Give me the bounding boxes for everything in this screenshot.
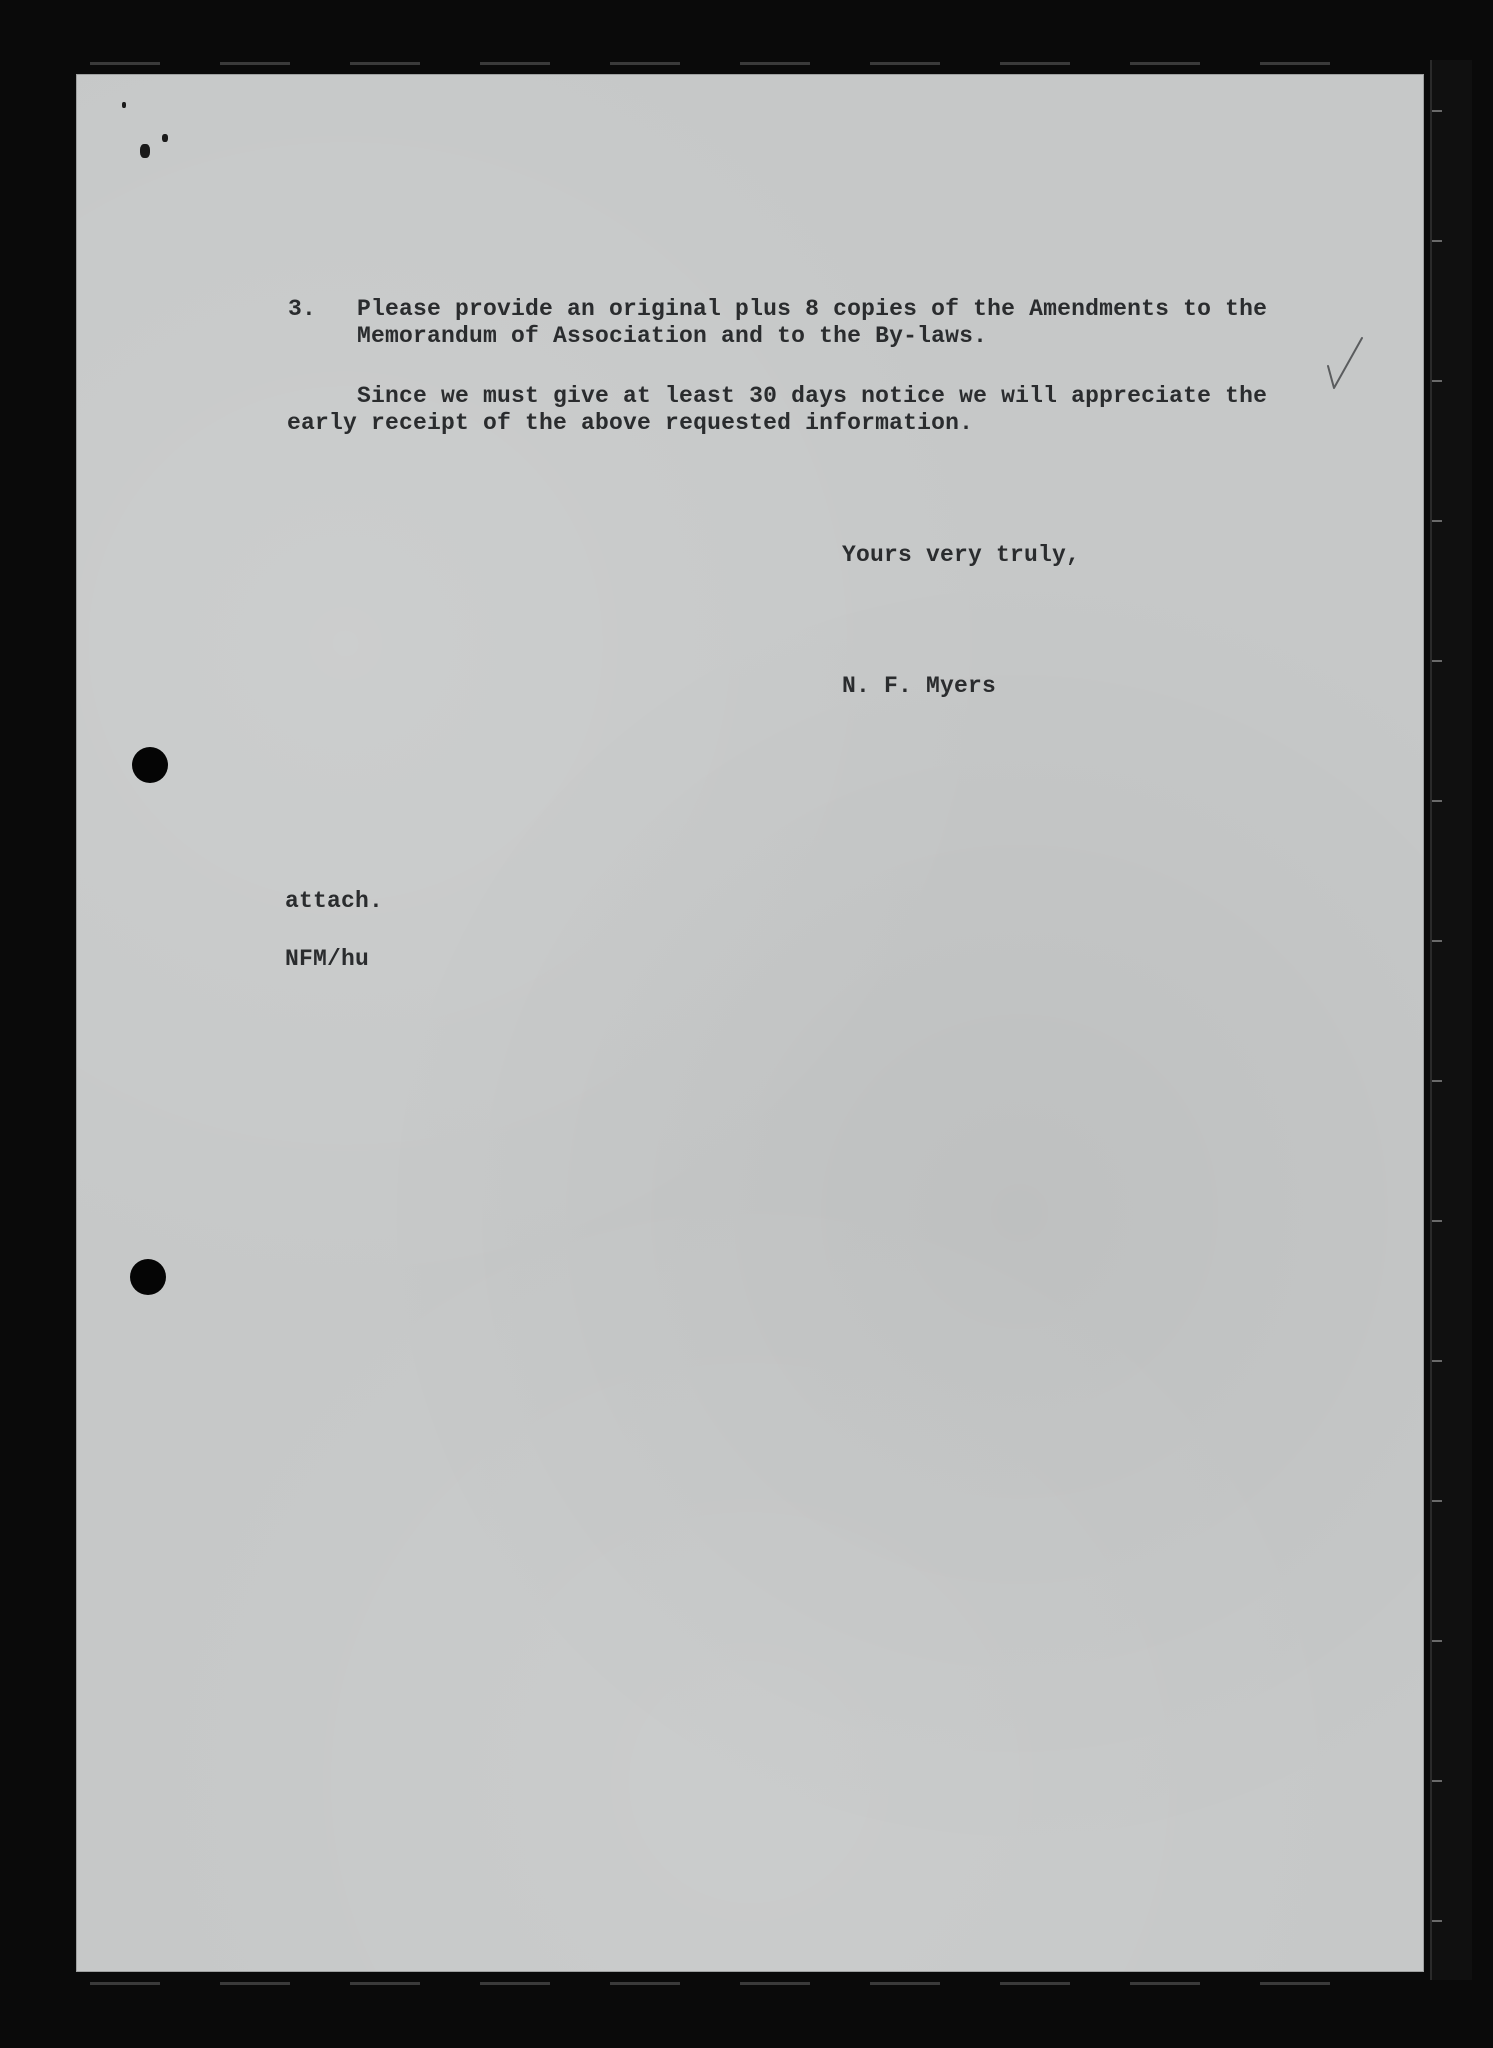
binder-tick <box>1432 1080 1442 1082</box>
binder-tick <box>1432 110 1442 112</box>
binder-tick <box>1432 1220 1442 1222</box>
binder-tick <box>1432 800 1442 802</box>
edge-mark <box>1260 1982 1330 1985</box>
edge-mark <box>480 62 550 65</box>
corner-mark <box>140 144 150 158</box>
edge-mark <box>610 62 680 65</box>
edge-mark <box>220 62 290 65</box>
edge-mark <box>350 1982 420 1985</box>
punch-hole <box>130 1259 166 1295</box>
binder-tick <box>1432 940 1442 942</box>
corner-mark <box>162 134 168 142</box>
edge-mark <box>1130 1982 1200 1985</box>
item-number: 3. <box>288 296 317 322</box>
binder-tick <box>1432 660 1442 662</box>
binder-tick <box>1432 1500 1442 1502</box>
edge-mark <box>220 1982 290 1985</box>
closing: Yours very truly, <box>842 542 1081 568</box>
edge-mark <box>610 1982 680 1985</box>
punch-hole <box>132 747 168 783</box>
reference-initials: NFM/hu <box>285 946 370 972</box>
binder-tick <box>1432 1780 1442 1782</box>
paragraph-line-1: Since we must give at least 30 days notice we will appreciate the <box>357 383 1268 409</box>
edge-mark <box>870 1982 940 1985</box>
checkmark-icon <box>1326 336 1366 396</box>
binder-edge <box>1430 60 1472 1980</box>
edge-mark <box>870 62 940 65</box>
binder-tick <box>1432 240 1442 242</box>
edge-mark <box>740 62 810 65</box>
signatory-name: N. F. Myers <box>842 673 997 699</box>
edge-mark <box>1000 62 1070 65</box>
edge-mark <box>740 1982 810 1985</box>
edge-mark <box>1130 62 1200 65</box>
binder-tick <box>1432 520 1442 522</box>
edge-mark <box>1260 62 1330 65</box>
paragraph-line-2: early receipt of the above requested information. <box>287 410 974 436</box>
item-text-line-2: Memorandum of Association and to the By-laws. <box>357 323 988 349</box>
item-text-line-1: Please provide an original plus 8 copies of the Amendments to the <box>357 296 1268 322</box>
edge-mark <box>90 62 160 65</box>
edge-mark <box>90 1982 160 1985</box>
binder-tick <box>1432 1640 1442 1642</box>
edge-mark <box>480 1982 550 1985</box>
corner-mark <box>122 102 126 108</box>
binder-tick <box>1432 1360 1442 1362</box>
edge-mark <box>350 62 420 65</box>
binder-tick <box>1432 1920 1442 1922</box>
enclosure-note: attach. <box>285 888 384 914</box>
binder-tick <box>1432 380 1442 382</box>
edge-mark <box>1000 1982 1070 1985</box>
letter-sheet <box>76 74 1424 1972</box>
